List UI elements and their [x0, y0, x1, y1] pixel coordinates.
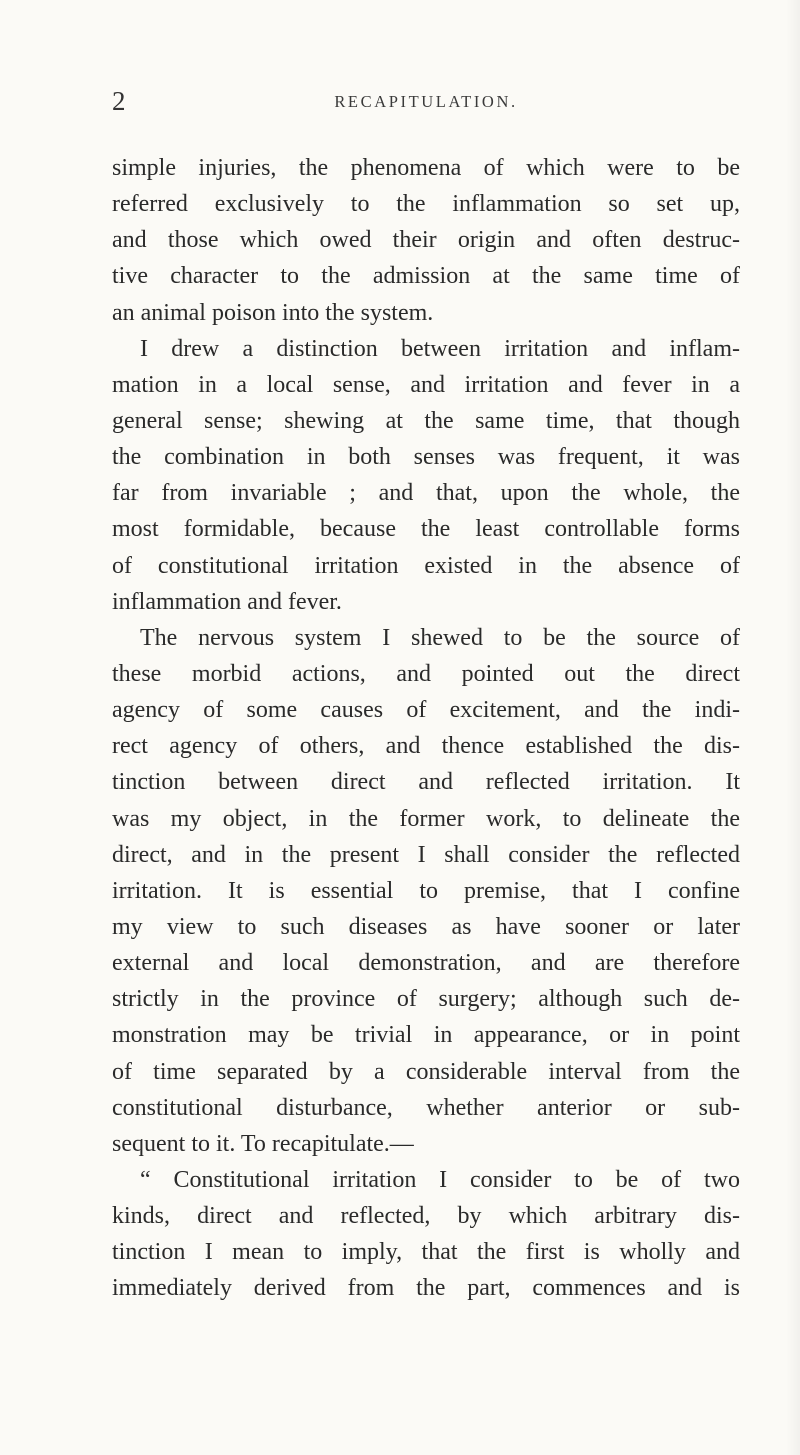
text-line: mation in a local sense, and irritation and fever in a [112, 371, 740, 398]
text-line: external and local demonstration, and are therefore [112, 950, 740, 977]
text-line: constitutional disturbance, whether anterior or sub- [112, 1094, 740, 1121]
text-line: agency of some causes of excitement, and the indi- [112, 697, 740, 724]
text-line: inflammation and fever. [112, 588, 342, 615]
text-line: of time separated by a considerable interval from the [112, 1058, 740, 1085]
text-line: was my object, in the former work, to delineate the [112, 805, 740, 832]
body-text [112, 150, 740, 1307]
text-line: rect agency of others, and thence established the dis- [112, 733, 740, 760]
text-line: The nervous system I shewed to be the source of [140, 624, 740, 651]
text-line: monstration may be trivial in appearance, or in point [112, 1022, 740, 1049]
text-line: these morbid actions, and pointed out the direct [112, 660, 740, 687]
text-line: my view to such diseases as have sooner or later [112, 913, 740, 940]
page-edge-shadow [786, 0, 800, 1455]
text-line: tive character to the admission at the same time of [112, 263, 740, 290]
page-header [112, 86, 740, 120]
text-line: immediately derived from the part, commences and is [112, 1275, 740, 1302]
text-line: far from invariable ; and that, upon the whole, the [112, 480, 740, 507]
text-line: I drew a distinction between irritation and inflam- [140, 335, 740, 362]
text-line: irritation. It is essential to premise, that I confine [112, 877, 740, 904]
text-line: general sense; shewing at the same time, that though [112, 407, 740, 434]
text-line: tinction between direct and reflected irritation. It [112, 769, 740, 796]
text-line: sequent to it. To recapitulate.— [112, 1130, 414, 1157]
text-line: kinds, direct and reflected, by which arbitrary dis- [112, 1203, 740, 1230]
text-line: an animal poison into the system. [112, 299, 434, 326]
text-line: “ Constitutional irritation I consider to be of two [140, 1166, 740, 1193]
running-head: RECAPITULATION. [334, 92, 518, 111]
text-line: of constitutional irritation existed in the absence of [112, 552, 740, 579]
page-number: 2 [112, 86, 126, 116]
text-line: referred exclusively to the inflammation so set up, [112, 191, 740, 218]
text-line: tinction I mean to imply, that the first is wholly and [112, 1239, 740, 1266]
text-line: simple injuries, the phenomena of which were to be [112, 155, 740, 181]
text-line: most formidable, because the least controllable forms [112, 516, 740, 543]
text-line: direct, and in the present I shall consider the reflected [112, 841, 740, 868]
text-line: the combination in both senses was frequent, it was [112, 444, 740, 471]
text-line: strictly in the province of surgery; although such de- [112, 986, 740, 1013]
text-line: and those which owed their origin and often destruc- [112, 227, 740, 254]
